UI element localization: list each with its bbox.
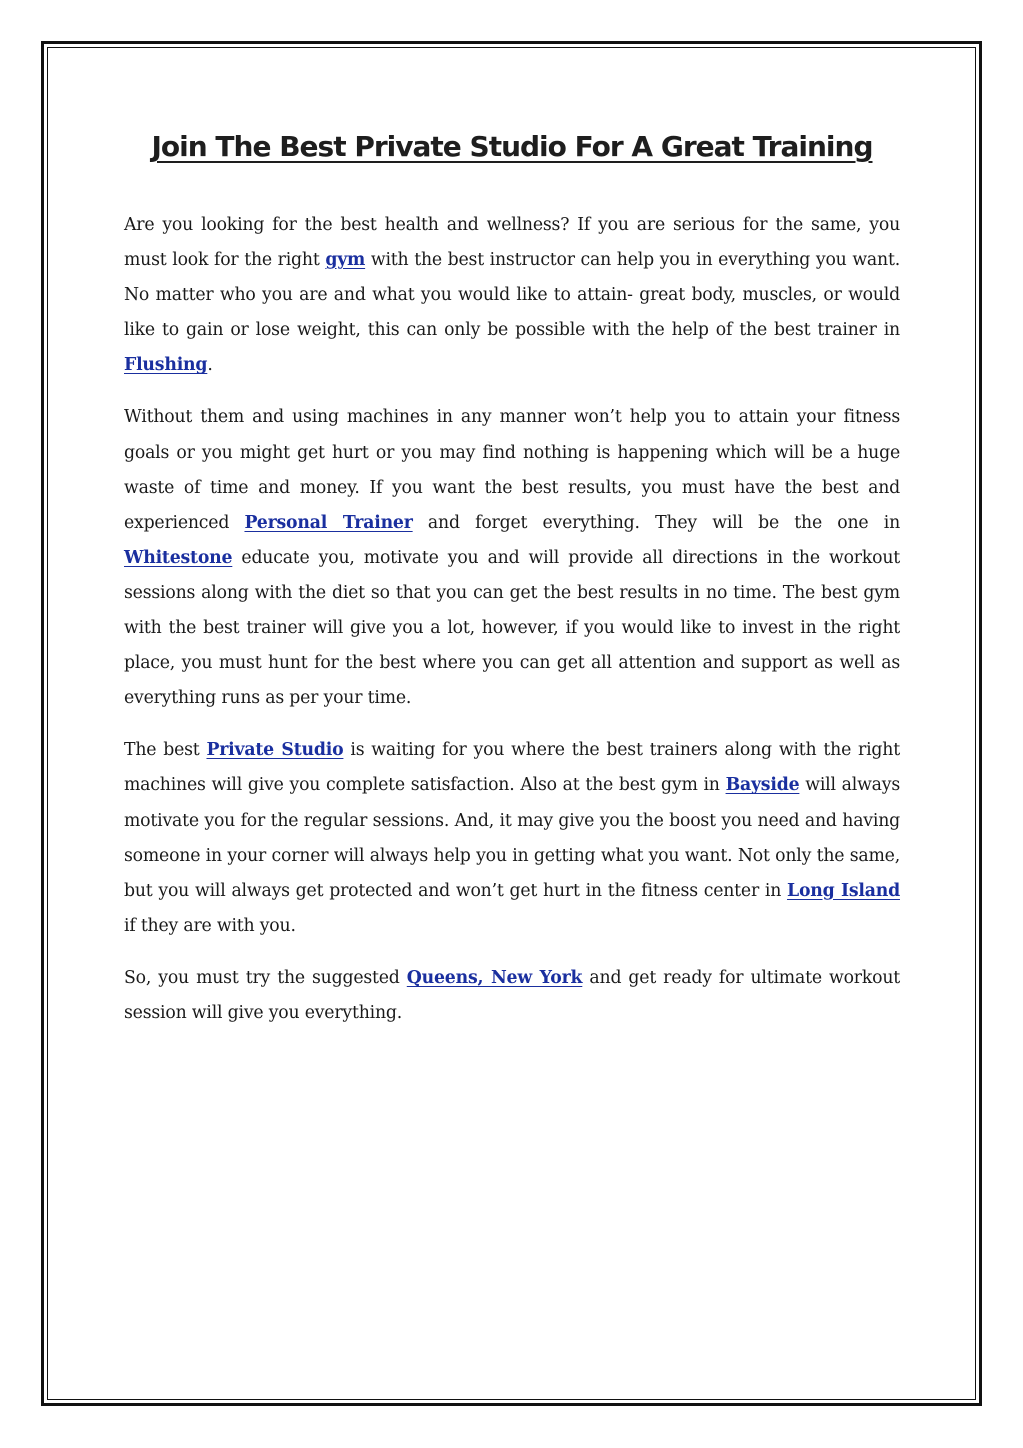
link-flushing[interactable]: Flushing [124, 355, 208, 376]
paragraph-intro [124, 208, 900, 383]
paragraph-text: Without them and using machines in any manner won’t help you to attain your fitness goals or you might get hurt or you may find nothing is happening which will be a huge waste of time and money. If you want the best results, you must have the best and experienced [124, 407, 900, 533]
link-long-island[interactable]: Long Island [787, 880, 900, 901]
page-title: Join The Best Private Studio For A Great Training [151, 130, 873, 163]
paragraph-text: will always motivate you for the regular sessions. And, it may give you the boost you need and having someone in your corner will always help you in getting what you want. Not only the same, but you will always get protected and won’t get hurt in the fitness center in [124, 775, 900, 901]
paragraph-text: is waiting for you where the best trainers along with the right machines will give you complete satisfaction. Also at the best gym in [124, 740, 900, 796]
link-queens-new-york[interactable]: Queens, New York [406, 967, 583, 988]
paragraph-text: Are you looking for the best health and wellness? If you are serious for the same, you must look for the right [124, 215, 900, 271]
paragraph-text: The best [124, 740, 207, 761]
link-personal-trainer[interactable]: Personal Trainer [244, 512, 413, 533]
link-whitestone[interactable]: Whitestone [124, 547, 233, 568]
paragraph-text: and forget everything. They will be the one in [412, 512, 900, 533]
paragraph-text: and get ready for ultimate workout session will give you everything. [124, 967, 900, 1023]
paragraph-trainers [124, 400, 900, 716]
paragraph-text: with the best instructor can help you in everything you want. No matter who you are and what you would like to attain- great body, muscles, or would like to gain or lose weight, this can only be possible with the help of the best trainer in [124, 250, 900, 341]
paragraph-conclusion [124, 961, 900, 1031]
paragraph-text: educate you, motivate you and will provide all directions in the workout sessions along with the diet so that you can get the best results in no time. The best gym with the best trainer will give you a lot, however, if you would like to invest in the right place, you must hunt for the best where you can get all attention and support as well as everything runs as per your time. [124, 547, 900, 709]
paragraph-text: So, you must try the suggested [124, 967, 407, 988]
paragraph-text: if they are with you. [124, 915, 296, 936]
document-body [124, 120, 900, 1048]
link-bayside[interactable]: Bayside [725, 775, 800, 796]
paragraph-text: . [207, 355, 213, 376]
link-private-studio[interactable]: Private Studio [206, 740, 344, 761]
paragraph-private-studio [124, 733, 900, 944]
link-gym[interactable]: gym [325, 250, 366, 271]
